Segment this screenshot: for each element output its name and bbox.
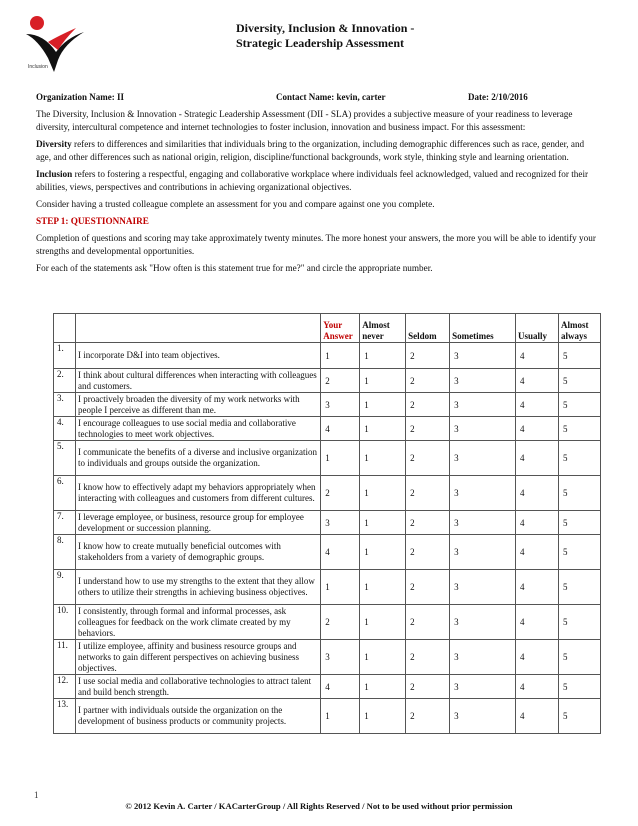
body-text [36,108,600,279]
scale-option[interactable]: 4 [516,675,559,699]
scale-option[interactable]: 4 [516,343,559,369]
table-row [54,511,601,535]
scale-option[interactable]: 3 [450,675,516,699]
scale-option[interactable]: 1 [360,675,406,699]
scale-option[interactable]: 3 [450,640,516,675]
assessment-date: Date: 2/10/2016 [468,92,528,102]
inclusion-term: Inclusion [36,169,73,179]
intro-paragraph: The Diversity, Inclusion & Innovation - Strategic Leadership Assessment (DII - SLA) provides a subjective measure of your readiness to leverage diversity, intercultural competence and internet technologies to foster inclusion, innovation and business impact. For this assessment: [36,109,573,132]
question-statement: I consistently, through formal and informal processes, ask colleagues for feedback on the work climate created by my behaviors. [75,605,320,640]
question-number: 4. [54,417,76,441]
your-answer-value: 1 [321,570,360,605]
question-statement: I proactively broaden the diversity of my work networks with people I perceive as different than me. [75,393,320,417]
question-number: 6. [54,476,76,511]
your-answer-value: 2 [321,605,360,640]
scale-option[interactable]: 1 [360,699,406,734]
scale-option[interactable]: 3 [450,441,516,476]
question-statement: I communicate the benefits of a diverse and inclusive organization to individuals and groups outside the organization. [75,441,320,476]
page-number: 1 [34,790,39,800]
header-statement [75,314,320,343]
question-statement: I know how to effectively adapt my behaviors appropriately when interacting with colleagues and customers from different cultures. [75,476,320,511]
question-statement: I leverage employee, or business, resource group for employee development or succession planning. [75,511,320,535]
table-row [54,570,601,605]
scale-option[interactable]: 5 [558,369,600,393]
scale-option[interactable]: 1 [360,605,406,640]
question-statement: I know how to create mutually beneficial outcomes with stakeholders from a variety of demographic groups. [75,535,320,570]
document-title [236,21,414,51]
your-answer-value: 1 [321,699,360,734]
scale-option[interactable]: 1 [360,570,406,605]
table-row [54,417,601,441]
table-row [54,640,601,675]
question-number: 11. [54,640,76,675]
scale-option[interactable]: 5 [558,605,600,640]
scale-option[interactable]: 1 [360,476,406,511]
scale-option[interactable]: 5 [558,343,600,369]
scale-option[interactable]: 5 [558,476,600,511]
question-statement: I encourage colleagues to use social media and collaborative technologies to meet work objectives. [75,417,320,441]
scale-option[interactable]: 3 [450,369,516,393]
questionnaire-table [53,313,601,734]
scale-option[interactable]: 3 [450,605,516,640]
inclusion-definition: refers to fostering a respectful, engaging and collaborative workplace where individuals feel acknowledged, valued and recognized for their abilities, views, perspectives and contributions in achieving organizational objectives. [36,169,589,192]
scale-option[interactable]: 4 [516,441,559,476]
scale-option[interactable]: 5 [558,535,600,570]
header-sometimes: Sometimes [450,314,516,343]
question-number: 1. [54,343,76,369]
question-number: 3. [54,393,76,417]
scale-option[interactable]: 2 [406,535,450,570]
scale-option[interactable]: 1 [360,417,406,441]
question-statement: I partner with individuals outside the organization on the development of business products or community projects. [75,699,320,734]
header-almost-always: Almost always [558,314,600,343]
scale-option[interactable]: 2 [406,441,450,476]
scale-option[interactable]: 4 [516,476,559,511]
question-statement: I think about cultural differences when interacting with colleagues and customers. [75,369,320,393]
your-answer-value: 4 [321,417,360,441]
scale-option[interactable]: 3 [450,393,516,417]
your-answer-value: 4 [321,535,360,570]
scale-option[interactable]: 2 [406,675,450,699]
copyright-footer: © 2012 Kevin A. Carter / KACarterGroup / All Rights Reserved / Not to be used without prior permission [125,801,513,811]
your-answer-value: 3 [321,640,360,675]
question-number: 13. [54,699,76,734]
scale-option[interactable]: 4 [516,369,559,393]
scale-option[interactable]: 2 [406,699,450,734]
scale-option[interactable]: 2 [406,417,450,441]
scale-option[interactable]: 5 [558,417,600,441]
table-header-row [54,314,601,343]
scale-option[interactable]: 2 [406,476,450,511]
question-number: 9. [54,570,76,605]
scale-option[interactable]: 2 [406,511,450,535]
header-num [54,314,76,343]
completion-paragraph: Completion of questions and scoring may take approximately twenty minutes. The more honest your answers, the more you will be able to identify your strengths and developmental opportunities. [36,233,596,256]
your-answer-value: 3 [321,511,360,535]
scale-option[interactable]: 4 [516,393,559,417]
scale-option[interactable]: 3 [450,535,516,570]
scale-option[interactable]: 1 [360,535,406,570]
question-number: 7. [54,511,76,535]
table-row [54,605,601,640]
table-row [54,476,601,511]
table-row [54,393,601,417]
question-number: 2. [54,369,76,393]
scale-option[interactable]: 5 [558,511,600,535]
scale-option[interactable]: 4 [516,535,559,570]
your-answer-value: 1 [321,441,360,476]
question-number: 12. [54,675,76,699]
scale-option[interactable]: 3 [450,476,516,511]
scale-option[interactable]: 2 [406,605,450,640]
your-answer-value: 4 [321,675,360,699]
your-answer-value: 3 [321,393,360,417]
inclusion-paragraph [36,168,600,194]
table-row [54,699,601,734]
scale-option[interactable]: 3 [450,570,516,605]
header-usually: Usually [516,314,559,343]
diversity-definition: refers to differences and similarities that individuals bring to the organization, including demographic differences such as race, gender, and age, and other differences such as national origin, religion, discipline/functional backgrounds, work style, thinking style and learning orientation. [36,139,585,162]
diversity-term: Diversity [36,139,72,149]
consider-paragraph: Consider having a trusted colleague complete an assessment for you and compare against one you complete. [36,199,435,209]
scale-option[interactable]: 2 [406,369,450,393]
instruction-paragraph: For each of the statements ask "How often is this statement true for me?" and circle the appropriate number. [36,263,433,273]
table-row [54,343,601,369]
scale-option[interactable]: 1 [360,369,406,393]
scale-option[interactable]: 4 [516,699,559,734]
question-statement: I utilize employee, affinity and business resource groups and networks to gain different perspectives on achieving business objectives. [75,640,320,675]
scale-option[interactable]: 2 [406,570,450,605]
scale-option[interactable]: 4 [516,417,559,441]
scale-option[interactable]: 5 [558,393,600,417]
question-number: 5. [54,441,76,476]
scale-option[interactable]: 4 [516,640,559,675]
scale-option[interactable]: 1 [360,441,406,476]
step-heading: STEP 1: QUESTIONNAIRE [36,216,149,226]
scale-option[interactable]: 3 [450,343,516,369]
contact-name: Contact Name: kevin, carter [276,92,386,102]
question-number: 10. [54,605,76,640]
scale-option[interactable]: 3 [450,417,516,441]
table-row [54,441,601,476]
question-statement: I use social media and collaborative technologies to attract talent and build bench strength. [75,675,320,699]
table-row [54,675,601,699]
scale-option[interactable]: 5 [558,441,600,476]
your-answer-value: 1 [321,343,360,369]
scale-option[interactable]: 4 [516,570,559,605]
header-almost-never: Almost never [360,314,406,343]
table-row [54,535,601,570]
scale-option[interactable]: 2 [406,640,450,675]
scale-option[interactable]: 2 [406,343,450,369]
scale-option[interactable]: 1 [360,343,406,369]
scale-option[interactable]: 4 [516,605,559,640]
question-number: 8. [54,535,76,570]
scale-option[interactable]: 3 [450,699,516,734]
scale-option[interactable]: 5 [558,699,600,734]
organization-name: Organization Name: II [36,92,124,102]
scale-option[interactable]: 1 [360,511,406,535]
scale-option[interactable]: 1 [360,640,406,675]
header-your-answer: Your Answer [321,314,360,343]
table-row [54,369,601,393]
scale-option[interactable]: 5 [558,640,600,675]
scale-option[interactable]: 5 [558,570,600,605]
your-answer-value: 2 [321,476,360,511]
header-seldom: Seldom [406,314,450,343]
title-line-2: Strategic Leadership Assessment [236,36,404,50]
diversity-paragraph [36,138,600,164]
scale-option[interactable]: 4 [516,511,559,535]
scale-option[interactable]: 1 [360,393,406,417]
scale-option[interactable]: 5 [558,675,600,699]
scale-option[interactable]: 3 [450,511,516,535]
question-statement: I incorporate D&I into team objectives. [75,343,320,369]
title-line-1: Diversity, Inclusion & Innovation - [236,21,415,35]
scale-option[interactable]: 2 [406,393,450,417]
question-statement: I understand how to use my strengths to the extent that they allow others to utilize their strengths in achieving business objectives. [75,570,320,605]
logo-text: Inclusion [28,64,48,70]
your-answer-value: 2 [321,369,360,393]
